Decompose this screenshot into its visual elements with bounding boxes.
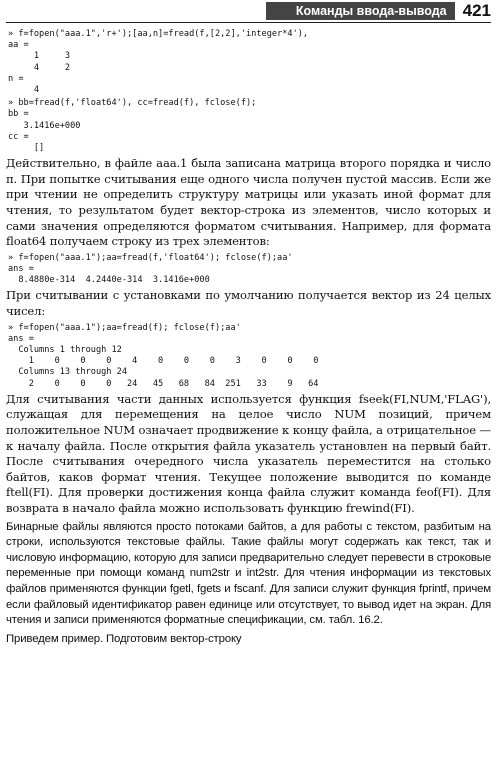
code-line: aa = <box>8 40 29 51</box>
code-line: 8.4880e-314 4.2440e-314 3.1416e+000 <box>8 275 210 286</box>
code-line: Columns 13 through 24 <box>8 367 127 378</box>
paragraph-3: Для считывания части данных используется функция fseek(FI,NUM,'FLAG'), служащая для перемещения на целое число NUM позиций, причем положительное NUM означает продвижение к концу файла, а отрицательное — к началу файла. После открытия файла указатель установлен на первый байт. После считывания очередного числа указатель переместится на столько байтов, каков формат чтения. Текущее положение выводится по команде ftell(FI). Для проверки достижения конца файла служит команда feof(FI). Для возврата в начало файла можно использовать функцию frewind(FI). <box>6 391 491 515</box>
code-line: » bb=fread(f,'float64'), cc=fread(f), fclose(f); <box>8 98 257 109</box>
page-number: 421 <box>462 1 491 20</box>
running-header <box>6 0 491 23</box>
paragraph-4: Бинарные файлы являются просто потоками байтов, а для работы с текстом, разбитым на строки, используются текстовые файлы. Такие файлы могут содержать как текст, так и числовую информацию, которую для записи предварительно следует перевести в строковые переменные при помощи команд num2str и int2str. Для чтения информации из текстовых файлов применяются функции fgetl, fgets и fscanf. Для записи служит функция fprintf, причем если файловый идентификатор равен единице или отсутствует, то вывод идет на экран. Для чтения и записи применяются форматные спецификации, см. табл. 16.2. <box>6 520 491 627</box>
code-line: n = <box>8 73 24 84</box>
code-line: » f=fopen("aaa.1");aa=fread(f); fclose(f);aa' <box>8 322 241 333</box>
code-line: Columns 1 through 12 <box>8 345 122 355</box>
paragraph-2: При считывании с установками по умолчанию получается вектор из 24 целых чисел: <box>6 288 491 318</box>
code-block-1 <box>6 29 491 96</box>
code-line: 1 0 0 0 4 0 0 0 3 0 0 0 <box>8 356 319 367</box>
code-line: [] <box>8 143 45 154</box>
code-line: bb = <box>8 109 29 120</box>
code-line: ans = <box>8 264 34 274</box>
paragraph-1: Действительно, в файле aaa.1 была записана матрица второго порядка и число π. При попытке считывания еще одного числа получен пустой массив. Если же при чтении не определить структуру матрицы или указать иной формат для чтения, то результатом будет вектор-строка из элементов, число которых и сами значения определяются форматом считывания. Например, для формата float64 получаем строку из трех элементов: <box>6 156 491 249</box>
code-block-3 <box>6 253 491 287</box>
code-line: 1 3 <box>8 51 71 62</box>
chapter-title: Команды ввода-вывода <box>266 2 455 20</box>
code-line: 3.1416e+000 <box>8 120 81 131</box>
code-line: 2 0 0 0 24 45 68 84 251 33 9 64 <box>8 378 319 389</box>
code-line: » f=fopen("aaa.1",'r+');[aa,n]=fread(f,[2,2],'integer*4'), <box>8 29 309 39</box>
code-line: 4 2 <box>8 62 71 73</box>
code-line: ans = <box>8 333 34 344</box>
code-block-2 <box>6 98 491 154</box>
paragraph-5: Приведем пример. Подготовим вектор-строку <box>6 632 242 645</box>
code-line: cc = <box>8 131 29 142</box>
code-block-4 <box>6 323 491 390</box>
code-line: » f=fopen("aaa.1");aa=fread(f,'float64'); fclose(f);aa' <box>8 252 293 263</box>
code-line: 4 <box>8 85 40 96</box>
